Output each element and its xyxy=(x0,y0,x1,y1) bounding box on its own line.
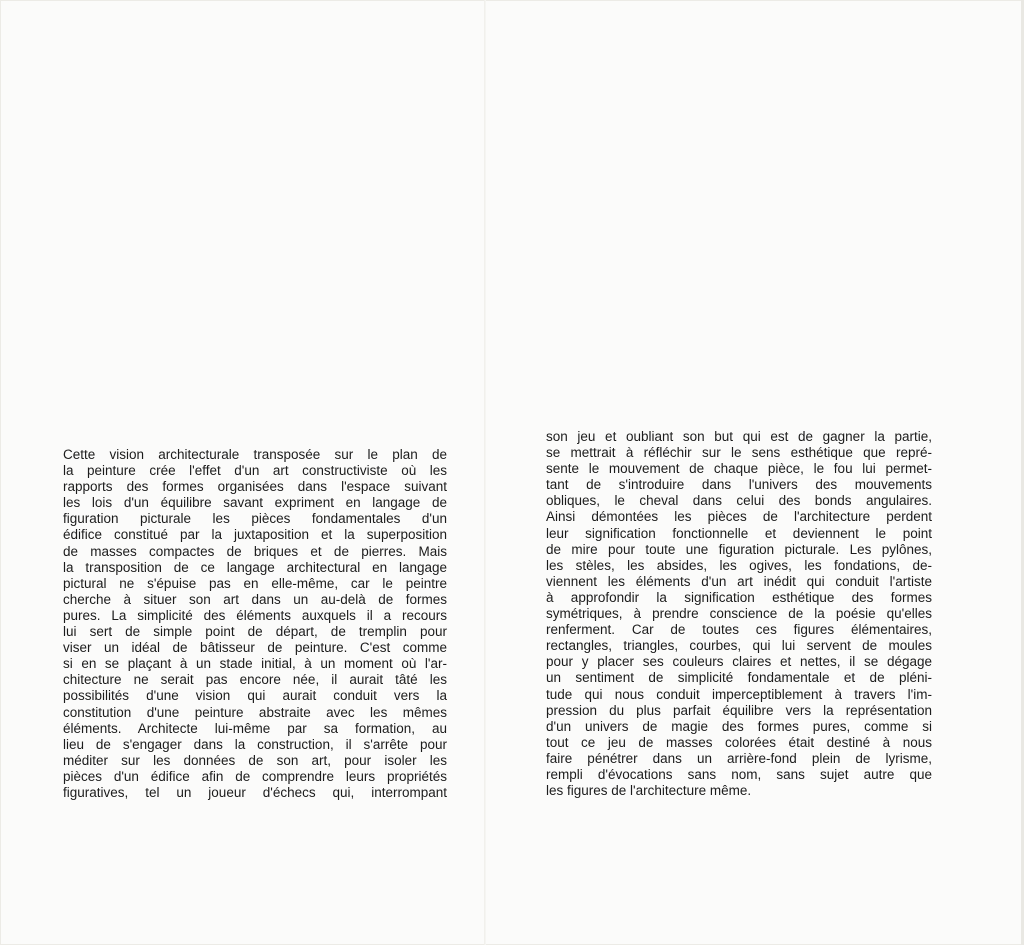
text-line: figuration picturale les pièces fondamentales d'un xyxy=(63,511,447,527)
text-line: faire pénétrer dans un arrière-fond plein de lyrisme, xyxy=(546,750,932,766)
text-line: de mire pour toute une figuration picturale. Les pylônes, xyxy=(546,541,932,557)
text-line: sente le mouvement de chaque pièce, le fou lui permet- xyxy=(546,461,932,477)
text-line: Ainsi démontées les pièces de l'architecture perdent xyxy=(546,509,932,525)
text-line: rapports des formes organisées dans l'espace suivant xyxy=(63,479,447,495)
text-line: leur signification fonctionnelle et deviennent le point xyxy=(546,525,932,541)
text-line: se mettrait à réfléchir sur le sens esthétique que repré- xyxy=(546,445,932,461)
text-line: d'un univers de magie des formes pures, comme si xyxy=(546,718,932,734)
text-line: constitution d'une peinture abstraite avec les mêmes xyxy=(63,704,447,720)
text-line: pièces d'un édifice afin de comprendre leurs propriétés xyxy=(63,768,447,784)
right-column-text xyxy=(546,429,932,799)
text-line: à approfondir la signification esthétique des formes xyxy=(546,589,932,605)
text-line: Cette vision architecturale transposée sur le plan de xyxy=(63,447,447,462)
text-line: de masses compactes de briques et de pierres. Mais xyxy=(63,543,447,559)
text-line: pictural ne s'épuise pas en elle-même, car le peintre xyxy=(63,575,447,591)
text-line: possibilités d'une vision qui aurait conduit vers la xyxy=(63,688,447,704)
text-line: lui sert de simple point de départ, de tremplin pour xyxy=(63,624,447,640)
text-line: renferment. Car de toutes ces figures élémentaires, xyxy=(546,622,932,638)
text-line: méditer sur les données de son art, pour isoler les xyxy=(63,752,447,768)
text-line: viennent les éléments d'un art inédit qui conduit l'artiste xyxy=(546,573,932,589)
text-line: tant de s'introduire dans l'univers des mouvements xyxy=(546,477,932,493)
text-line: viser un idéal de bâtisseur de peinture. C'est comme xyxy=(63,640,447,656)
page-gutter-fold xyxy=(484,0,486,945)
text-line: rempli d'évocations sans nom, sans sujet autre que xyxy=(546,766,932,782)
text-line: son jeu et oubliant son but qui est de gagner la partie, xyxy=(546,429,932,444)
text-line: lieu de s'engager dans la construction, il s'arrête pour xyxy=(63,736,447,752)
text-line: chitecture ne serait pas encore née, il aurait tâté les xyxy=(63,672,447,688)
text-line: les lois d'un équilibre savant expriment en langage de xyxy=(63,495,447,511)
text-line: les figures de l'architecture même. xyxy=(546,783,752,799)
text-line: la transposition de ce langage architectural en langage xyxy=(63,559,447,575)
text-line: si en se plaçant à un stade initial, à un moment où l'ar- xyxy=(63,656,447,672)
text-line: édifice constitué par la juxtaposition et la superposition xyxy=(63,527,447,543)
text-line: tout ce jeu de masses colorées était destiné à nous xyxy=(546,734,932,750)
text-line: tude qui nous conduit imperceptiblement à travers l'im- xyxy=(546,686,932,702)
text-line: éléments. Architecte lui-même par sa formation, au xyxy=(63,720,447,736)
text-line: les stèles, les absides, les ogives, les fondations, de- xyxy=(546,557,932,573)
text-line: la peinture crée l'effet d'un art constructiviste où les xyxy=(63,463,447,479)
text-line: cherche à situer son art dans un au-delà de formes xyxy=(63,591,447,607)
text-line: un sentiment de simplicité fondamentale et de pléni- xyxy=(546,670,932,686)
left-column-text xyxy=(63,447,447,801)
text-line: pures. La simplicité des éléments auxquels il a recours xyxy=(63,607,447,623)
text-line: rectangles, triangles, courbes, qui lui servent de moules xyxy=(546,638,932,654)
text-line: figuratives, tel un joueur d'échecs qui, interrompant xyxy=(63,784,447,800)
text-line: obliques, le cheval dans celui des bonds angulaires. xyxy=(546,493,932,509)
text-line: pour y placer ses couleurs claires et nettes, il se dégage xyxy=(546,654,932,670)
text-line: pression du plus parfait équilibre vers la représentation xyxy=(546,702,932,718)
text-line: symétriques, à prendre conscience de la poésie qu'elles xyxy=(546,606,932,622)
